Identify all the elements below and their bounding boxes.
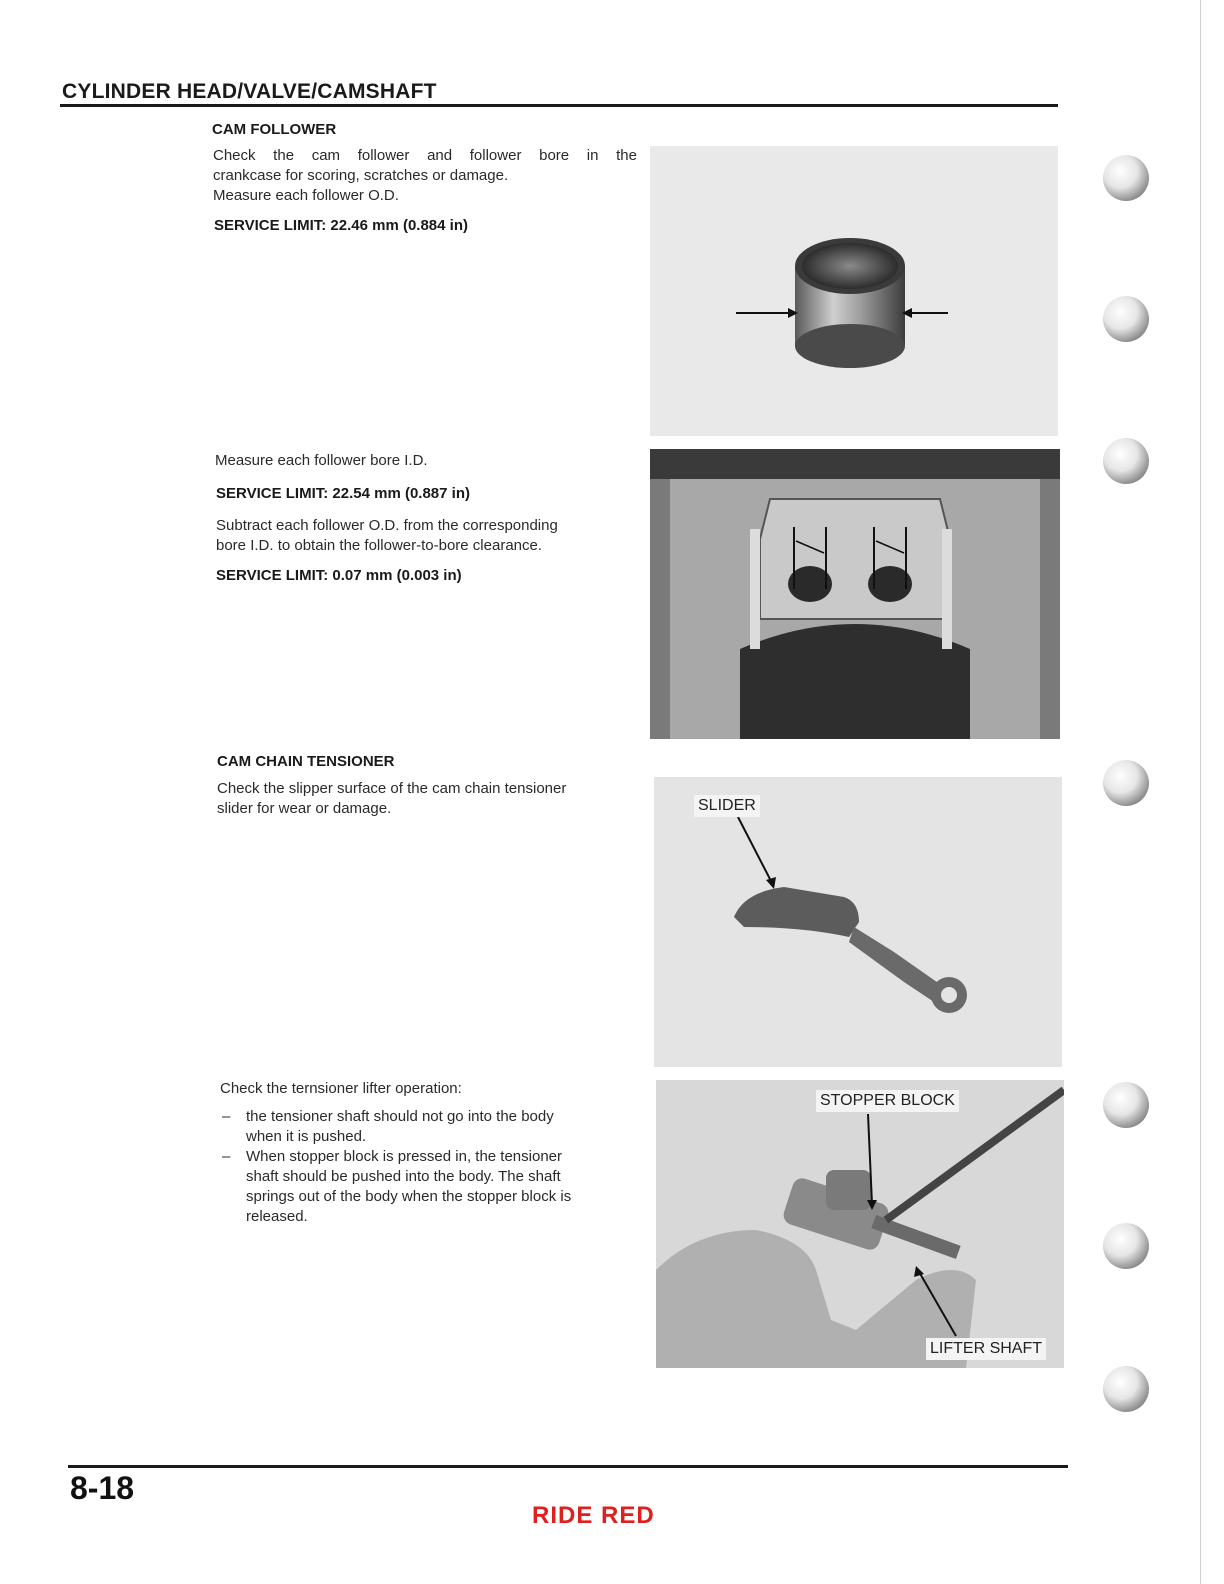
binder-hole-dot <box>1103 1223 1149 1269</box>
text-line: slider for wear or damage. <box>217 800 392 817</box>
follower-bore-photo <box>650 449 1060 739</box>
text-line: – When stopper block is pressed in, the tensioner <box>246 1148 563 1165</box>
page-title: CYLINDER HEAD/VALVE/CAMSHAFT <box>62 80 437 103</box>
list-item <box>220 1147 644 1227</box>
bore-id-text: Measure each follower bore I.D. <box>215 452 428 469</box>
slider-photo <box>654 777 1062 1067</box>
text-line: springs out of the body when the stopper block is <box>246 1188 572 1205</box>
text-line: Measure each follower O.D. <box>213 187 399 204</box>
tensioner-lifter-photo <box>656 1080 1064 1368</box>
text-line: released. <box>246 1208 308 1225</box>
cam-follower-intro <box>213 146 637 206</box>
footer-divider <box>68 1465 1068 1468</box>
page-number: 8-18 <box>70 1470 135 1506</box>
text-line: Check the slipper surface of the cam chain tensioner <box>217 780 567 797</box>
service-limit-od: SERVICE LIMIT: 22.46 mm (0.884 in) <box>214 217 468 234</box>
binder-hole-dot <box>1103 155 1149 201</box>
lifter-operation-text: Check the ternsioner lifter operation: <box>220 1080 462 1097</box>
lifter-shaft-callout: LIFTER SHAFT <box>926 1338 1046 1360</box>
page-edge-line <box>1200 0 1201 1584</box>
service-limit-id: SERVICE LIMIT: 22.54 mm (0.887 in) <box>216 485 470 502</box>
text-line: crankcase for scoring, scratches or damage. <box>213 167 509 184</box>
binder-hole-dot <box>1103 1082 1149 1128</box>
service-limit-clearance: SERVICE LIMIT: 0.07 mm (0.003 in) <box>216 567 462 584</box>
slider-callout: SLIDER <box>694 795 760 817</box>
text-line: shaft should be pushed into the body. The shaft <box>246 1168 561 1185</box>
binder-hole-dot <box>1103 438 1149 484</box>
lifter-checklist <box>220 1107 644 1227</box>
binder-hole-dot <box>1103 296 1149 342</box>
brand-logo: RIDE RED <box>532 1502 655 1529</box>
clearance-text <box>216 516 640 556</box>
tensioner-heading: CAM CHAIN TENSIONER <box>217 753 395 770</box>
title-divider <box>60 104 1058 107</box>
stopper-block-callout: STOPPER BLOCK <box>816 1090 959 1112</box>
text-line: Subtract each follower O.D. from the corresponding <box>216 517 558 534</box>
binder-hole-dot <box>1103 760 1149 806</box>
binder-hole-dot <box>1103 1366 1149 1412</box>
text-line: – the tensioner shaft should not go into the body <box>246 1108 554 1125</box>
list-item <box>220 1107 644 1147</box>
tensioner-slider-text <box>217 779 641 819</box>
cam-follower-heading: CAM FOLLOWER <box>212 121 337 138</box>
text-line: when it is pushed. <box>246 1128 367 1145</box>
text-line: bore I.D. to obtain the follower-to-bore clearance. <box>216 537 543 554</box>
cam-follower-photo <box>650 146 1058 436</box>
text-line: Check the cam follower and follower bore in the <box>213 147 637 164</box>
